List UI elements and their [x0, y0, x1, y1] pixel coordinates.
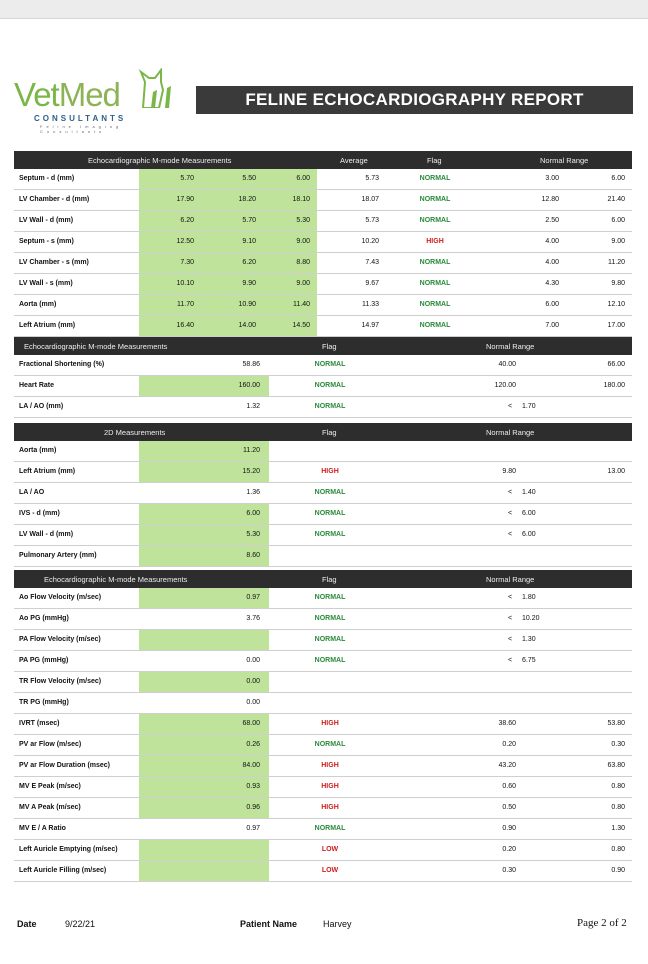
- reading-1: 12.50: [176, 238, 194, 245]
- report-title: FELINE ECHOCARDIOGRAPHY REPORT: [196, 86, 633, 114]
- table-row: [14, 861, 632, 882]
- flag-value: NORMAL: [314, 489, 346, 496]
- 2d-measurements-table: [14, 423, 632, 567]
- range-low: 4.00: [545, 238, 559, 245]
- measured-value: 0.00: [246, 699, 260, 706]
- table-row: [14, 355, 632, 376]
- average-value: 5.73: [365, 175, 379, 182]
- measured-value: 0.00: [246, 678, 260, 685]
- range-max: 6.00: [522, 531, 536, 538]
- table-row: [14, 672, 632, 693]
- logo-brand-vet: Vet: [14, 76, 59, 113]
- header-flag: Flag: [322, 575, 337, 584]
- flag-value: NORMAL: [419, 175, 451, 182]
- range-high: 17.00: [607, 322, 625, 329]
- table-row: [14, 211, 632, 232]
- reading-2: 6.20: [242, 259, 256, 266]
- flag-value: NORMAL: [314, 615, 346, 622]
- range-high: 9.00: [611, 238, 625, 245]
- logo-wordmark: [14, 78, 120, 111]
- flag-value: NORMAL: [419, 301, 451, 308]
- measurement-label: Pulmonary Artery (mm): [19, 552, 97, 559]
- range-low: 4.30: [545, 280, 559, 287]
- measured-value: 0.97: [246, 594, 260, 601]
- less-than-sign: <: [508, 594, 513, 601]
- range-low: 0.50: [502, 804, 516, 811]
- measured-value: 3.76: [246, 615, 260, 622]
- range-low: 40.00: [498, 361, 516, 368]
- table-row: [14, 588, 632, 609]
- header-flag: Flag: [322, 342, 337, 351]
- measurement-label: PA Flow Velocity (m/sec): [19, 636, 101, 643]
- range-max: 1.30: [522, 636, 536, 643]
- measured-value: 8.60: [246, 552, 260, 559]
- reading-3: 5.30: [296, 217, 310, 224]
- range-high: 0.80: [611, 846, 625, 853]
- header-normal-range: Normal Range: [486, 428, 535, 437]
- measured-value: 11.20: [243, 447, 260, 454]
- table-row: [14, 295, 632, 316]
- reading-1: 6.20: [180, 217, 194, 224]
- doppler-measurements-table: [14, 570, 632, 882]
- flag-value: HIGH: [321, 804, 339, 811]
- measurement-label: Fractional Shortening (%): [19, 361, 105, 368]
- average-value: 9.67: [365, 280, 379, 287]
- measurement-label: Aorta (mm): [19, 301, 57, 308]
- flag-value: NORMAL: [314, 594, 346, 601]
- range-high: 53.80: [607, 720, 625, 727]
- table-row: [14, 756, 632, 777]
- report-date: 9/22/21: [65, 919, 96, 929]
- measurement-label: LV Chamber - s (mm): [19, 259, 89, 266]
- table-row: [14, 777, 632, 798]
- less-than-sign: <: [508, 510, 513, 517]
- table-header: [14, 151, 632, 169]
- header-measurements: Echocardiographic M-mode Measurements: [24, 342, 168, 351]
- table-row: [14, 376, 632, 397]
- table-row: [14, 546, 632, 567]
- measurement-label: LV Chamber - d (mm): [19, 196, 90, 203]
- range-low: 0.20: [502, 741, 516, 748]
- measurement-label: LV Wall - d (mm): [19, 531, 74, 538]
- table-row: [14, 316, 632, 337]
- header-flag: Flag: [322, 428, 337, 437]
- measured-value: 68.00: [242, 720, 260, 727]
- average-value: 7.43: [365, 259, 379, 266]
- measured-value: 160.00: [238, 382, 260, 389]
- range-low: 2.50: [545, 217, 559, 224]
- measured-value: 0.96: [246, 804, 260, 811]
- measured-value: 0.93: [246, 783, 260, 790]
- measurement-label: PV ar Flow (m/sec): [19, 741, 82, 748]
- range-low: 3.00: [545, 175, 559, 182]
- measured-value: 1.36: [246, 489, 260, 496]
- measured-value: 15.20: [242, 468, 260, 475]
- range-high: 0.90: [611, 867, 625, 874]
- measurement-label: LA / AO (mm): [19, 403, 64, 410]
- table-header: [14, 337, 632, 355]
- reading-1: 5.70: [180, 175, 194, 182]
- measurement-label: Left Atrium (mm): [19, 322, 76, 329]
- range-low: 12.80: [541, 196, 559, 203]
- flag-value: NORMAL: [314, 531, 346, 538]
- average-value: 10.20: [361, 238, 379, 245]
- range-low: 0.90: [502, 825, 516, 832]
- mmode-indices-table: [14, 337, 632, 418]
- flag-value: HIGH: [321, 783, 339, 790]
- header-measurements: 2D Measurements: [104, 428, 166, 437]
- measurement-label: Ao PG (mmHg): [19, 615, 69, 622]
- table-row: [14, 169, 632, 190]
- range-max: 6.00: [522, 510, 536, 517]
- table-row: [14, 798, 632, 819]
- measurement-label: PA PG (mmHg): [19, 657, 69, 664]
- range-low: 0.20: [502, 846, 516, 853]
- flag-value: NORMAL: [314, 636, 346, 643]
- measurement-label: Aorta (mm): [19, 447, 57, 454]
- table-row: [14, 819, 632, 840]
- measurement-label: IVRT (msec): [19, 720, 60, 727]
- reading-2: 5.50: [242, 175, 256, 182]
- measurement-label: LA / AO: [19, 489, 45, 496]
- measurement-label: Septum - d (mm): [19, 175, 75, 182]
- date-label: Date: [17, 919, 37, 929]
- average-value: 18.07: [361, 196, 379, 203]
- range-max: 6.75: [522, 657, 536, 664]
- flag-value: NORMAL: [419, 280, 451, 287]
- reading-2: 18.20: [238, 196, 256, 203]
- range-high: 6.00: [611, 175, 625, 182]
- average-value: 11.33: [362, 301, 379, 308]
- measurement-label: MV A Peak (m/sec): [19, 804, 81, 811]
- flag-value: NORMAL: [314, 657, 346, 664]
- patient-name: Harvey: [323, 919, 352, 929]
- range-low: 120.00: [494, 382, 516, 389]
- header-measurements: Echocardiographic M-mode Measurements: [44, 575, 188, 584]
- table-header: [14, 570, 632, 588]
- flag-value: LOW: [321, 867, 339, 874]
- reading-3: 9.00: [296, 238, 310, 245]
- measurement-label: Left Auricle Emptying (m/sec): [19, 846, 118, 853]
- reading-2: 10.90: [238, 301, 256, 308]
- table-row: [14, 840, 632, 861]
- reading-3: 11.40: [293, 301, 310, 308]
- range-high: 11.20: [608, 259, 625, 266]
- table-row: [14, 630, 632, 651]
- flag-value: NORMAL: [419, 259, 451, 266]
- reading-2: 14.00: [238, 322, 256, 329]
- flag-value: NORMAL: [419, 217, 451, 224]
- flag-value: HIGH: [426, 238, 444, 245]
- table-row: [14, 253, 632, 274]
- measurement-label: PV ar Flow Duration (msec): [19, 762, 111, 769]
- range-low: 0.30: [502, 867, 516, 874]
- logo-tagline: Feline Imaging Consultants: [40, 124, 123, 134]
- measurement-label: LV Wall - s (mm): [19, 280, 73, 287]
- reading-2: 9.10: [242, 238, 256, 245]
- reading-3: 8.80: [296, 259, 310, 266]
- measurement-label: MV E Peak (m/sec): [19, 783, 81, 790]
- reading-2: 9.90: [242, 280, 256, 287]
- table-row: [14, 735, 632, 756]
- flag-value: NORMAL: [314, 510, 346, 517]
- highlight-cell: [139, 840, 269, 860]
- page-number: Page 2 of 2: [577, 917, 627, 929]
- vetmed-logo: [14, 66, 184, 134]
- flag-value: HIGH: [321, 468, 339, 475]
- range-high: 1.30: [611, 825, 625, 832]
- range-high: 13.00: [607, 468, 625, 475]
- less-than-sign: <: [508, 615, 513, 622]
- table-row: [14, 397, 632, 418]
- reading-1: 7.30: [180, 259, 194, 266]
- reading-1: 11.70: [177, 301, 194, 308]
- table-row: [14, 504, 632, 525]
- table-row: [14, 714, 632, 735]
- flag-value: NORMAL: [419, 196, 451, 203]
- measured-value: 1.32: [246, 403, 260, 410]
- range-max: 10.20: [522, 615, 540, 622]
- reading-1: 16.40: [176, 322, 194, 329]
- measured-value: 5.30: [246, 531, 260, 538]
- flag-value: HIGH: [321, 720, 339, 727]
- highlight-cell: [139, 630, 269, 650]
- flag-value: NORMAL: [314, 741, 346, 748]
- range-high: 63.80: [607, 762, 625, 769]
- range-low: 43.20: [498, 762, 516, 769]
- scan-top-edge: [0, 0, 648, 19]
- measurement-label: Left Atrium (mm): [19, 468, 76, 475]
- reading-3: 9.00: [296, 280, 310, 287]
- range-high: 9.80: [611, 280, 625, 287]
- range-low: 7.00: [545, 322, 559, 329]
- measured-value: 0.00: [246, 657, 260, 664]
- header-average: Average: [340, 156, 368, 165]
- measurement-label: TR PG (mmHg): [19, 699, 69, 706]
- flag-value: NORMAL: [314, 382, 346, 389]
- less-than-sign: <: [508, 403, 513, 410]
- flag-value: NORMAL: [314, 361, 346, 368]
- measured-value: 0.97: [246, 825, 260, 832]
- less-than-sign: <: [508, 657, 513, 664]
- header-normal-range: Normal Range: [486, 342, 535, 351]
- measurement-label: LV Wall - d (mm): [19, 217, 74, 224]
- range-low: 9.80: [502, 468, 516, 475]
- range-high: 12.10: [607, 301, 625, 308]
- less-than-sign: <: [508, 489, 513, 496]
- measurement-label: TR Flow Velocity (m/sec): [19, 678, 102, 685]
- range-low: 0.60: [502, 783, 516, 790]
- logo-brand-med: Med: [58, 76, 120, 113]
- table-row: [14, 462, 632, 483]
- table-row: [14, 232, 632, 253]
- header-normal-range: Normal Range: [540, 156, 589, 165]
- average-value: 5.73: [365, 217, 379, 224]
- measured-value: 0.26: [246, 741, 260, 748]
- range-max: 1.80: [522, 594, 536, 601]
- measurement-label: MV E / A Ratio: [19, 825, 66, 832]
- range-high: 180.00: [603, 382, 625, 389]
- range-low: 4.00: [545, 259, 559, 266]
- range-high: 6.00: [611, 217, 625, 224]
- table-row: [14, 441, 632, 462]
- table-row: [14, 693, 632, 714]
- measurement-label: IVS - d (mm): [19, 510, 60, 517]
- flag-value: NORMAL: [419, 322, 451, 329]
- measured-value: 84.00: [242, 762, 260, 769]
- flag-value: NORMAL: [314, 825, 346, 832]
- range-high: 0.80: [611, 804, 625, 811]
- table-row: [14, 651, 632, 672]
- table-row: [14, 274, 632, 295]
- highlight-cell: [139, 861, 269, 881]
- table-header: [14, 423, 632, 441]
- reading-2: 5.70: [242, 217, 256, 224]
- range-max: 1.40: [522, 489, 536, 496]
- measurement-label: Septum - s (mm): [19, 238, 74, 245]
- reading-1: 10.10: [176, 280, 194, 287]
- range-high: 0.80: [611, 783, 625, 790]
- flag-value: NORMAL: [314, 403, 346, 410]
- cat-silhouette-icon: [137, 68, 175, 108]
- flag-value: LOW: [321, 846, 339, 853]
- measurement-label: Heart Rate: [19, 382, 55, 389]
- range-low: 38.60: [498, 720, 516, 727]
- average-value: 14.97: [361, 322, 379, 329]
- table-row: [14, 525, 632, 546]
- measured-value: 58.86: [242, 361, 260, 368]
- range-low: 6.00: [545, 301, 559, 308]
- less-than-sign: <: [508, 531, 513, 538]
- header-normal-range: Normal Range: [486, 575, 535, 584]
- range-high: 21.40: [607, 196, 625, 203]
- logo-subtitle: CONSULTANTS: [34, 114, 127, 123]
- reading-3: 6.00: [296, 175, 310, 182]
- measurement-label: Ao Flow Velocity (m/sec): [19, 594, 102, 601]
- mmode-measurements-table: [14, 151, 632, 337]
- table-row: [14, 609, 632, 630]
- range-max: 1.70: [522, 403, 536, 410]
- flag-value: HIGH: [321, 762, 339, 769]
- range-high: 0.30: [611, 741, 625, 748]
- less-than-sign: <: [508, 636, 513, 643]
- measurement-label: Left Auricle Filling (m/sec): [19, 867, 107, 874]
- table-row: [14, 483, 632, 504]
- header-measurements: Echocardiographic M-mode Measurements: [88, 156, 232, 165]
- reading-3: 18.10: [292, 196, 310, 203]
- reading-1: 17.90: [176, 196, 194, 203]
- reading-3: 14.50: [292, 322, 310, 329]
- measured-value: 6.00: [246, 510, 260, 517]
- range-high: 66.00: [607, 361, 625, 368]
- header-flag: Flag: [427, 156, 442, 165]
- table-row: [14, 190, 632, 211]
- patient-name-label: Patient Name: [240, 919, 298, 929]
